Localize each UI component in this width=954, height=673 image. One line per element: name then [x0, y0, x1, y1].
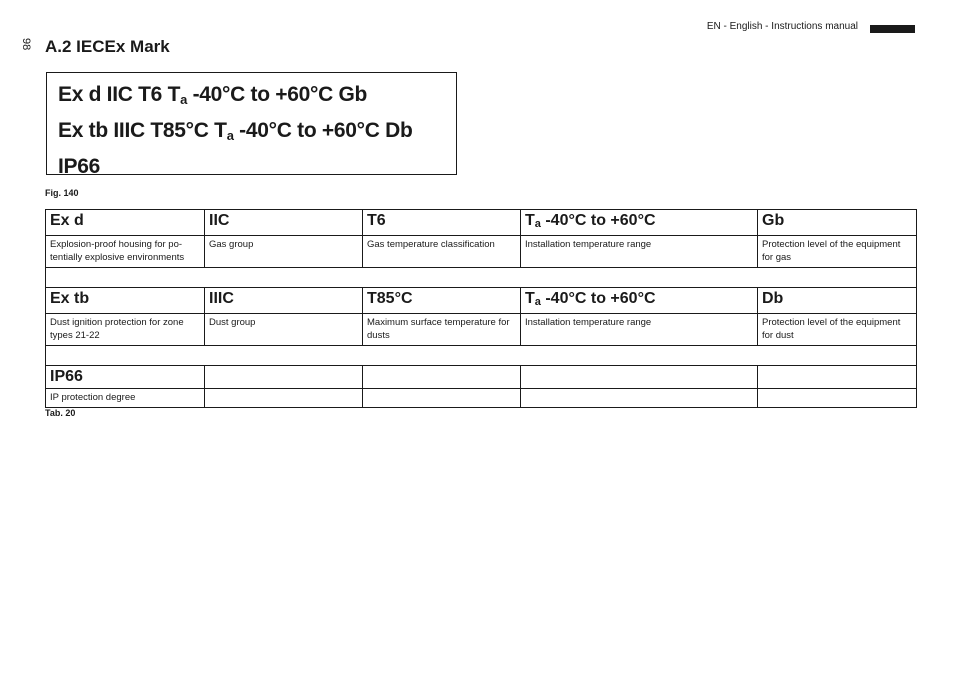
code-cell-post: -40°C to +60°C — [540, 212, 656, 229]
mark-line-dust-post: -40°C to +60°C Db — [233, 119, 413, 142]
code-cell — [521, 288, 758, 314]
mark-line-ip: IP66 — [58, 155, 100, 178]
description-cell: Protection level of the equipment for gas — [758, 236, 917, 268]
spacer-cell — [46, 268, 917, 288]
mark-line-gas-sub: a — [180, 92, 188, 107]
code-cell: IIC — [205, 210, 363, 236]
figure-caption: Fig. 140 — [45, 188, 79, 198]
table-row — [46, 389, 917, 408]
code-cell — [521, 366, 758, 389]
description-cell — [758, 389, 917, 408]
description-cell: IP protection degree — [46, 389, 205, 408]
description-cell — [521, 389, 758, 408]
mark-line-gas-pre: Ex d IIC T6 T — [58, 83, 181, 106]
table-row — [46, 314, 917, 346]
code-cell-pre: T — [525, 290, 535, 307]
table-spacer-row — [46, 346, 917, 366]
code-cell-sub: a — [534, 296, 541, 308]
description-cell: Protection level of the equipment for dust — [758, 314, 917, 346]
code-cell-pre: T — [525, 212, 535, 229]
table-row — [46, 236, 917, 268]
spacer-cell — [46, 346, 917, 366]
code-cell-sub: a — [534, 218, 541, 230]
code-cell — [521, 210, 758, 236]
description-cell: Maximum surface temperature for dusts — [363, 314, 521, 346]
iecex-mark-table — [45, 209, 917, 408]
description-cell — [205, 389, 363, 408]
table-caption: Tab. 20 — [45, 408, 76, 418]
iecex-mark-box — [46, 72, 457, 178]
table-spacer-row — [46, 268, 917, 288]
section-title: A.2 IECEx Mark — [45, 37, 170, 56]
description-cell: Dust group — [205, 314, 363, 346]
code-cell — [758, 366, 917, 389]
mark-line-dust-pre: Ex tb IIIC T85°C T — [58, 119, 227, 142]
description-cell: Dust ignition protection for zone types 21-22 — [46, 314, 205, 346]
table-row — [46, 366, 917, 389]
manual-title: EN - English - Instructions manual — [706, 21, 858, 32]
description-cell: Gas group — [205, 236, 363, 268]
code-cell-post: -40°C to +60°C — [540, 290, 656, 307]
code-cell: T85°C — [363, 288, 521, 314]
page-number: 98 — [20, 38, 32, 51]
code-cell: Gb — [758, 210, 917, 236]
code-cell: T6 — [363, 210, 521, 236]
description-cell: Installation temperature range — [521, 314, 758, 346]
mark-line-gas — [58, 79, 456, 115]
description-cell: Gas temperature classification — [363, 236, 521, 268]
mark-line-gas-post: -40°C to +60°C Gb — [187, 83, 368, 106]
mark-line-dust — [58, 115, 456, 151]
table-row — [46, 210, 917, 236]
description-cell: Explosion-proof housing for po-tentially explosive environments — [46, 236, 205, 268]
code-cell: Db — [758, 288, 917, 314]
code-cell: Ex d — [46, 210, 205, 236]
header-bar — [870, 25, 915, 33]
code-cell: IP66 — [46, 366, 205, 389]
code-cell: Ex tb — [46, 288, 205, 314]
description-cell: Installation temperature range — [521, 236, 758, 268]
description-cell — [363, 389, 521, 408]
table-row — [46, 288, 917, 314]
mark-line-dust-sub: a — [226, 128, 234, 143]
code-cell: IIIC — [205, 288, 363, 314]
code-cell — [363, 366, 521, 389]
code-cell — [205, 366, 363, 389]
